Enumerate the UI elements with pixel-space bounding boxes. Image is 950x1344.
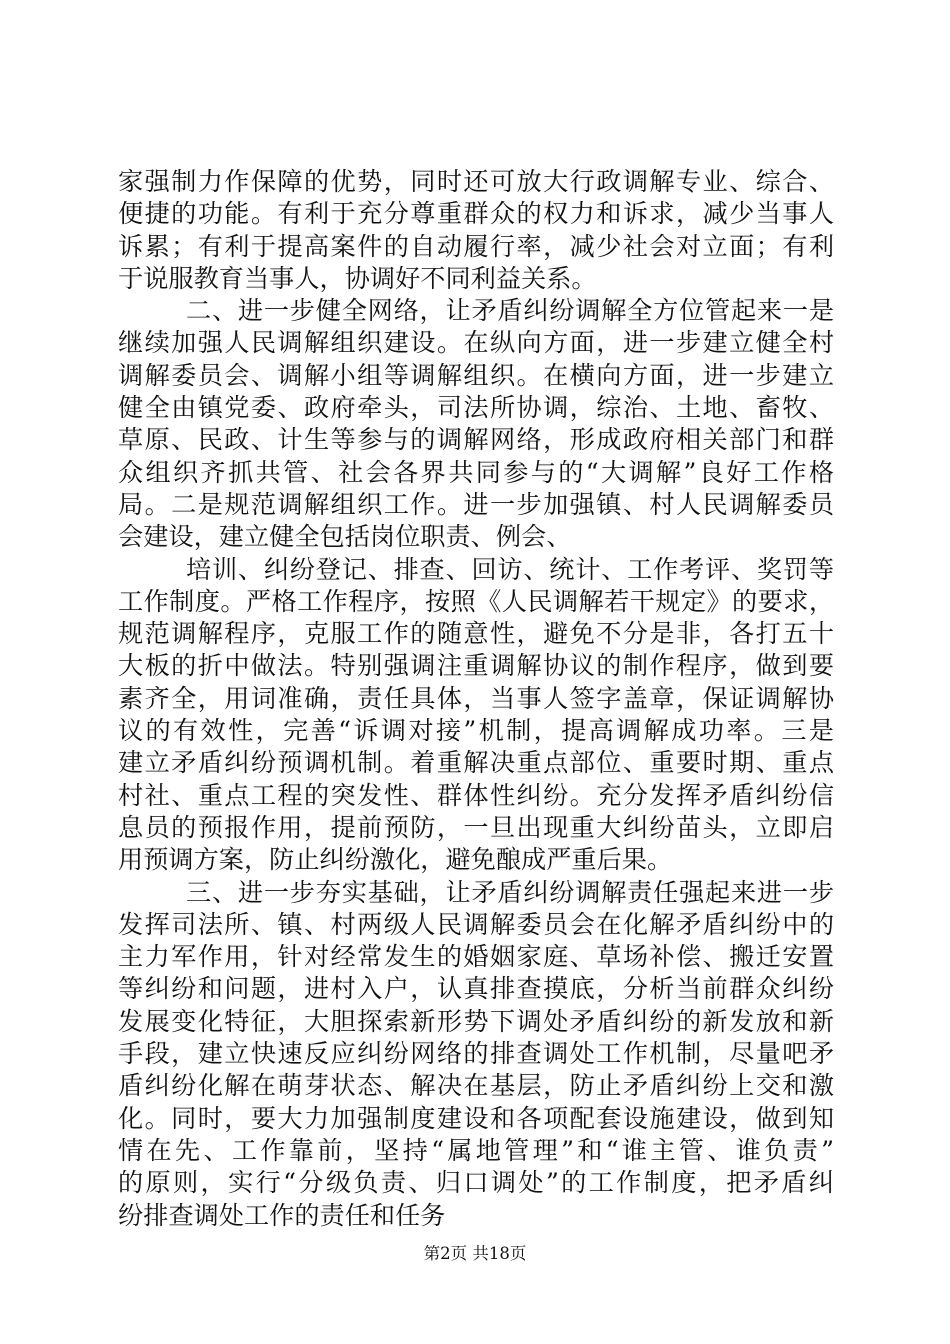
text-line: 三、进一步夯实基础，让矛盾纠纷调解责任强起来进一步 — [186, 877, 834, 907]
page-footer: 第2页 共18页 — [423, 1244, 527, 1263]
text-line: 二、进一步健全网络，让矛盾纠纷调解全方位管起来一是 — [186, 296, 834, 326]
text-line: 情在先、工作靠前，坚持“属地管理”和“谁主管、谁负责” — [118, 1135, 834, 1165]
text-line: 的原则，实行“分级负责、归口调处”的工作制度，把矛盾纠 — [118, 1168, 834, 1198]
text-line: 主力军作用，针对经常发生的婚姻家庭、草场补偿、搬迁安置 — [118, 942, 834, 972]
text-line: 局。二是规范调解组织工作。进一步加强镇、村人民调解委员 — [118, 489, 834, 519]
text-line: 调解委员会、调解小组等调解组织。在横向方面，进一步建立 — [118, 360, 834, 390]
text-line: 众组织齐抓共管、社会各界共同参与的“大调解”良好工作格 — [118, 457, 834, 487]
text-line: 村社、重点工程的突发性、群体性纠纷。充分发挥矛盾纠纷信 — [118, 780, 834, 810]
text-line: 培训、纠纷登记、排查、回访、统计、工作考评、奖罚等 — [186, 554, 834, 584]
text-line: 工作制度。严格工作程序，按照《人民调解若干规定》的要求， — [118, 586, 834, 616]
text-line: 诉累；有利于提高案件的自动履行率，减少社会对立面；有利 — [118, 231, 834, 261]
text-line: 规范调解程序，克服工作的随意性，避免不分是非，各打五十 — [118, 619, 834, 649]
text-line: 发挥司法所、镇、村两级人民调解委员会在化解矛盾纠纷中的 — [118, 909, 834, 939]
text-line: 便捷的功能。有利于充分尊重群众的权力和诉求，减少当事人 — [118, 199, 834, 229]
text-line: 发展变化特征，大胆探索新形势下调处矛盾纠纷的新发放和新 — [118, 1006, 834, 1036]
text-line: 纷排查调处工作的责任和任务 — [118, 1200, 446, 1230]
text-line: 建立矛盾纠纷预调机制。着重解决重点部位、重要时期、重点 — [118, 748, 834, 778]
text-line: 用预调方案，防止纠纷激化，避免酿成严重后果。 — [118, 845, 673, 875]
text-line: 健全由镇党委、政府牵头，司法所协调，综治、土地、畜牧、 — [118, 393, 834, 423]
text-line: 手段，建立快速反应纠纷网络的排查调处工作机制，尽量吧矛 — [118, 1039, 834, 1069]
text-line: 大板的折中做法。特别强调注重调解协议的制作程序，做到要 — [118, 651, 834, 681]
text-line: 议的有效性，完善“诉调对接”机制，提高调解成功率。三是 — [118, 716, 834, 746]
text-line: 于说服教育当事人，协调好不同利益关系。 — [118, 263, 597, 293]
text-line: 等纠纷和问题，进村入户，认真排查摸底，分析当前群众纠纷 — [118, 974, 834, 1004]
text-line: 盾纠纷化解在萌芽状态、解决在基层，防止矛盾纠纷上交和激 — [118, 1071, 834, 1101]
text-line: 化。同时，要大力加强制度建设和各项配套设施建设，做到知 — [118, 1103, 834, 1133]
text-line: 继续加强人民调解组织建设。在纵向方面，进一步建立健全村 — [118, 328, 834, 358]
text-line: 草原、民政、计生等参与的调解网络，形成政府相关部门和群 — [118, 425, 834, 455]
document-body — [118, 166, 834, 1232]
text-line: 家强制力作保障的优势，同时还可放大行政调解专业、综合、 — [118, 167, 834, 196]
text-line: 素齐全，用词准确，责任具体，当事人签字盖章，保证调解协 — [118, 683, 834, 713]
text-line: 息员的预报作用，提前预防，一旦出现重大纠纷苗头，立即启 — [118, 812, 834, 842]
text-line: 会建设，建立健全包括岗位职责、例会、 — [118, 522, 572, 552]
